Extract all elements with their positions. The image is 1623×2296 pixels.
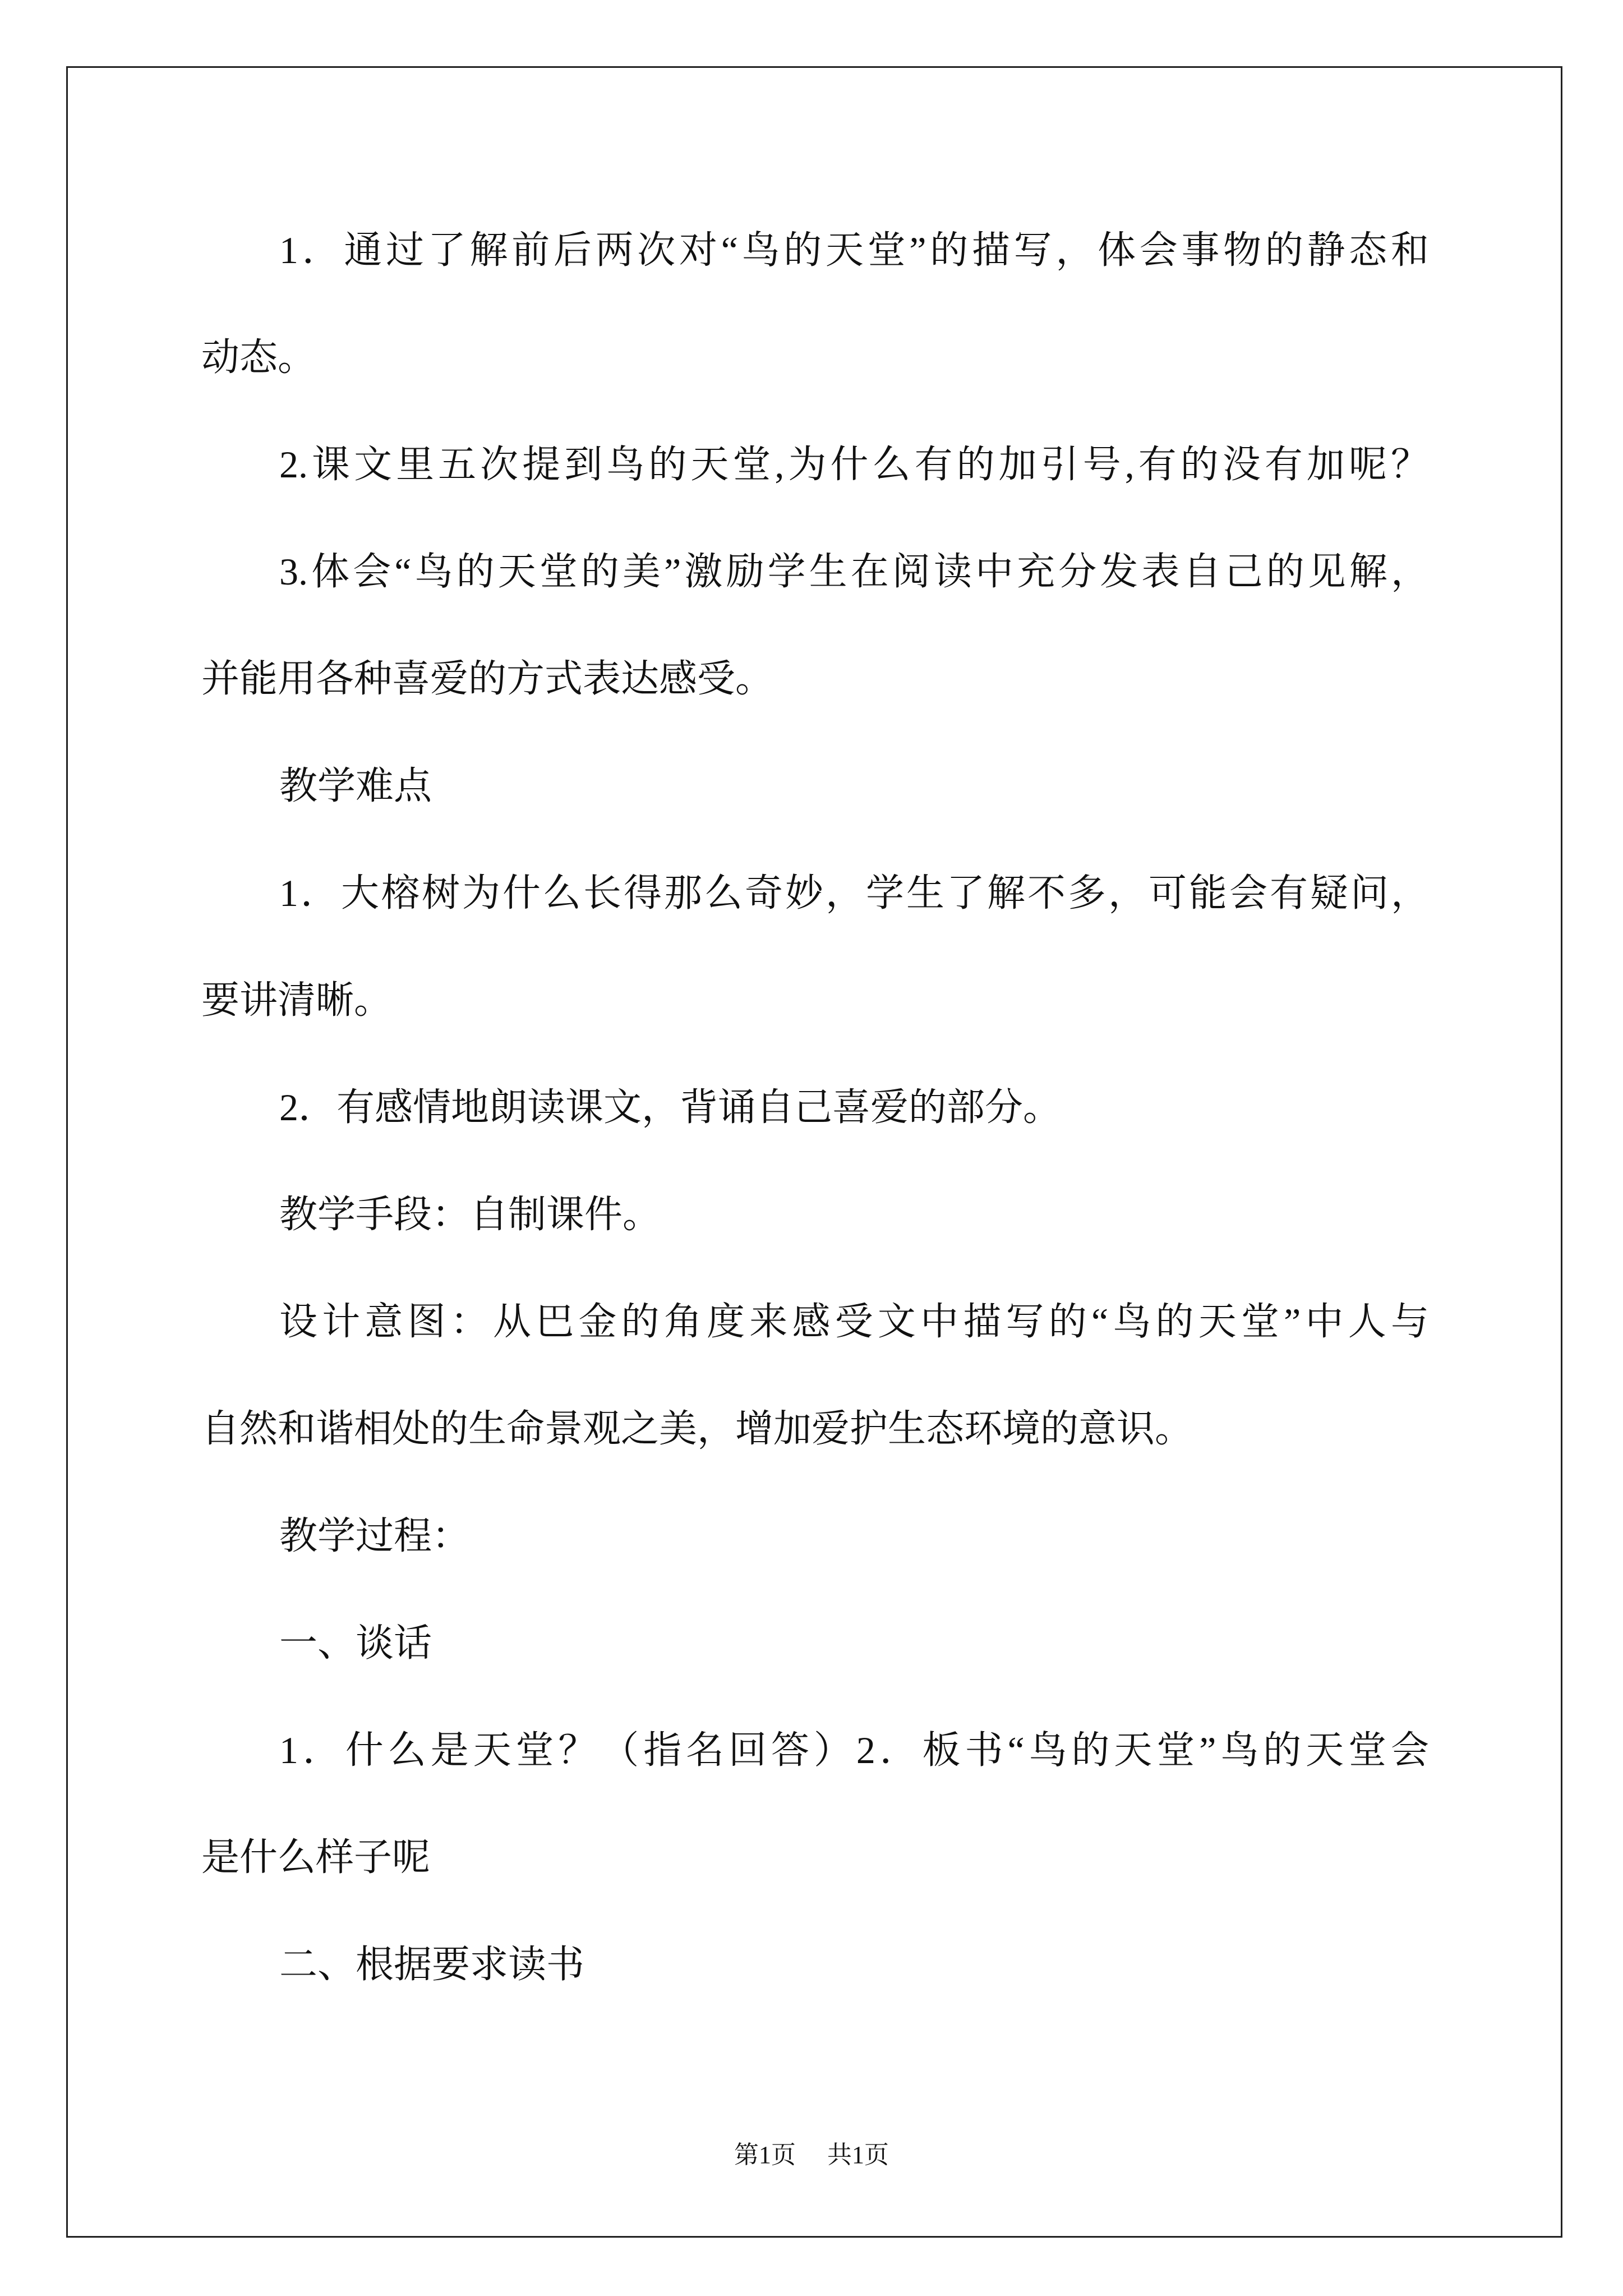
section-heading: 教学难点	[279, 765, 432, 807]
paragraph-line: 动态。	[201, 336, 316, 379]
paragraph-objective-1	[201, 197, 1429, 411]
paragraph-objective-3	[201, 518, 1429, 733]
paragraph-line: 自然和谐相处的生命景观之美，增加爱护生态环境的意识。	[201, 1407, 1193, 1450]
paragraph-line: 1．什么是天堂？（指名回答）2．板书“鸟的天堂”鸟的天堂会	[279, 1729, 1429, 1772]
paragraph-line: 1．大榕树为什么长得那么奇妙，学生了解不多，可能会有疑问，	[279, 872, 1429, 914]
paragraph-difficulty-2	[201, 1054, 1429, 1161]
section-heading: 教学过程：	[279, 1515, 471, 1557]
section-heading: 二、根据要求读书	[279, 1943, 585, 1986]
paragraph-line: 1．通过了解前后两次对“鸟的天堂”的描写，体会事物的静态和	[279, 229, 1429, 272]
page-total: 共1页	[827, 2141, 889, 2169]
paragraph-design-intent	[201, 1268, 1429, 1483]
section-heading: 一、谈话	[279, 1622, 432, 1664]
paragraph-line: 要讲清晰。	[201, 979, 393, 1022]
paragraph-objective-2	[201, 411, 1429, 518]
heading-step-one	[201, 1590, 1429, 1697]
paragraph-line: 是什么样子呢	[201, 1836, 431, 1879]
paragraph-line: 教学手段：自制课件。	[279, 1193, 661, 1236]
heading-teaching-process	[201, 1483, 1429, 1590]
paragraph-line: 3.体会“鸟的天堂的美”激励学生在阅读中充分发表自己的见解，	[279, 550, 1429, 593]
page-footer	[0, 2138, 1623, 2172]
paragraph-line: 2.课文里五次提到鸟的天堂,为什么有的加引号,有的没有加呢？	[279, 443, 1429, 486]
paragraph-difficulty-1	[201, 840, 1429, 1054]
document-body	[201, 197, 1429, 2018]
heading-teaching-difficulties	[201, 733, 1429, 840]
paragraph-step-one-items	[201, 1697, 1429, 1911]
page-number: 第1页	[734, 2141, 796, 2169]
heading-step-two	[201, 1911, 1429, 2018]
paragraph-line: 2．有感情地朗读课文，背诵自己喜爱的部分。	[279, 1086, 1062, 1129]
paragraph-teaching-means	[201, 1161, 1429, 1268]
paragraph-line: 设计意图：从巴金的角度来感受文中描写的“鸟的天堂”中人与	[279, 1300, 1429, 1343]
paragraph-line: 并能用各种喜爱的方式表达感受。	[201, 657, 774, 700]
